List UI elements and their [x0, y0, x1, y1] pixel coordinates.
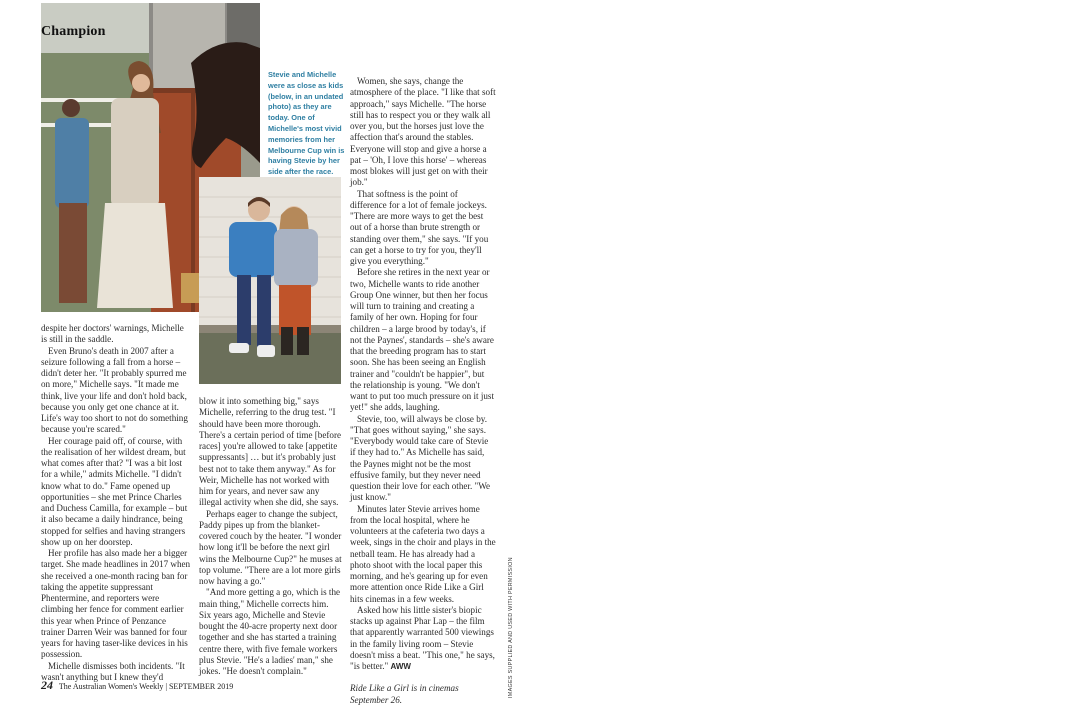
paragraph: Her profile has also made her a bigger target. She made headlines in 2017 when she received a one-month racing ban for taking the appetite suppressant Phentermine, and reporters were climbing her fence for comment earlier this year when Prince of Penzance trainer Darren Weir was banned for four years for having taser-like devices in his possession.: [41, 548, 191, 660]
children-photo-icon: [199, 177, 341, 384]
article-column-1: [41, 323, 191, 683]
paragraph: Her courage paid off, of course, with the realisation of her wildest dream, but what comes after that? "I was a bit lost for a while," admits Michelle. "I didn't know what to do." Fame opened up opportunities – she met Prince Charles and Duchess Camilla, for example – but it also became a daily hindrance, being stopped for selfies and having strangers show up on her doorstep.: [41, 435, 188, 547]
paragraph: "And more getting a go, which is the main thing," Michelle corrects him. Six years ago, Michelle and Stevie bought the 40-acre property next door together and she has started a training centre there, with five female workers plus Stevie. "He's a ladies' man," she jokes. "He doesn't complain.": [199, 587, 341, 676]
paragraph: Minutes later Stevie arrives home from the local hospital, where he volunteers at the cafeteria two days a week, sings in the choir and plays in the netball team. He has already had a photo shoot with the local paper this morning, and he's gearing up for even more attention once Ride Like a Girl hits cinemas in a few weeks.: [350, 503, 496, 604]
paragraph: Michelle dismisses both incidents. "It wasn't anything but I knew they'd: [41, 660, 185, 682]
paragraph: despite her doctors' warnings, Michelle is still in the saddle.: [41, 323, 184, 345]
paragraph-final: [350, 605, 496, 673]
image-credit: IMAGES SUPPLIED AND USED WITH PERMISSION: [508, 557, 514, 698]
release-note: Ride Like a Girl is in cinemas September 26.: [350, 683, 459, 705]
publication-name: The Australian Women's Weekly: [58, 682, 164, 691]
folio: [41, 678, 233, 693]
issue-date: | SEPTEMBER 2019: [165, 682, 234, 691]
paragraph: Stevie, too, will always be close by. "That goes without saying," she says. "Everybody would take care of Stevie if they had to." As Michelle has said, the Paynes might not be the most effusive family, but they never need question their love for each other. "We just know.": [350, 413, 491, 503]
article-column-2: [199, 396, 342, 677]
end-mark: AWW: [390, 662, 411, 671]
childhood-photo: [199, 177, 341, 384]
page-number: 24: [41, 678, 53, 692]
article-column-3: [350, 76, 496, 706]
paragraph: That softness is the point of difference for a lot of female jockeys. "There are more ways to get the best out of a horse than brute strength or standing over them," she says. "If you can get a horse to try for you, they'll give you everything.": [350, 188, 489, 266]
section-title: Champion: [41, 24, 106, 39]
paragraph-text: Asked how his little sister's biopic stacks up against Phar Lap – the film that apparently warranted 500 viewings in the family living room – Stevie doesn't miss a beat. "This one," he says, "is better.": [350, 604, 495, 671]
paragraph: blow it into something big," says Michelle, referring to the drug test. "I should have been more thorough. There's a certain period of time [before races] you're allowed to take [appetite suppressants] … but it's probably just best not to take them anyway." As for Weir, Michelle has not worked with him for years, and never saw any illegal activity when she did, she says.: [199, 396, 342, 508]
photo-caption: Stevie and Michelle were as close as kids (below, in an undated photo) as they are today. One of Michelle's most vivid memories from her Melbourne Cup win is having Stevie by her side after the race.: [268, 70, 345, 177]
paragraph: Even Bruno's death in 2007 after a seizure following a fall from a horse – didn't deter her. "It probably spurred me on more," Michelle says. "It made me think, live your life and don't hold back, because you only get one chance at it. Life's way too short to not do something because you're scared.": [41, 345, 188, 435]
paragraph: Before she retires in the next year or two, Michelle wants to ride another Group One winner, but then her focus will turn to training and creating a family of her own. Hoping for four children – a large brood by today's, if not the Paynes', standards – she's aware that the breeding program has to start soon. She has been seeing an English trainer and "couldn't be happier", but the relationship is young. "We don't want to put too much pressure on it just yet!" she adds, laughing.: [350, 267, 494, 413]
paragraph: Women, she says, change the atmosphere of the place. "I like that soft approach," says Michelle. "The horse still has to respect you or they walk all over you, but the horses just love the affection that's around the stables. Everyone will stop and give a horse a pat – 'Oh, I love this horse' – whereas most blokes will just get on with their job.": [350, 76, 496, 188]
paragraph: Perhaps eager to change the subject, Paddy pipes up from the blanket-covered couch by the heater. "I wonder how long it'll be before the next girl wins the Melbourne Cup?" he muses at top volume. "There are a lot more girls now having a go.": [199, 508, 342, 586]
